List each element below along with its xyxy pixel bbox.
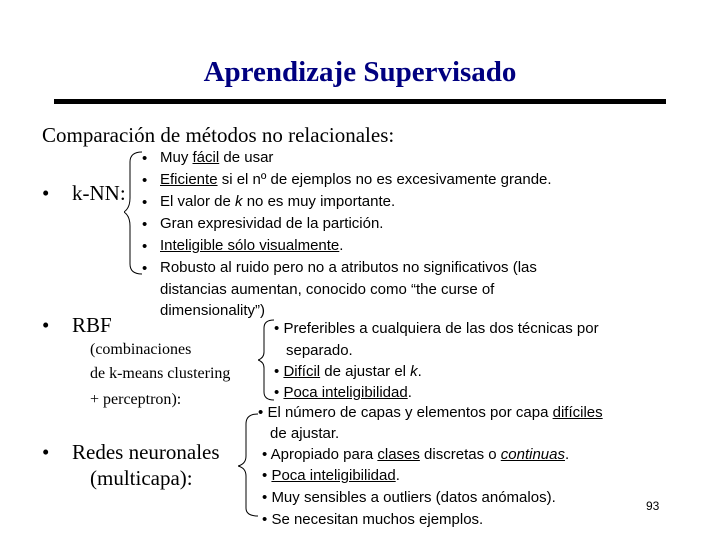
nn-brace-icon: [238, 412, 262, 518]
rbf-point: • Difícil de ajustar el k.: [274, 363, 422, 380]
nn-point: • Muy sensibles a outliers (datos anómalos).: [262, 489, 556, 506]
intro-text: Comparación de métodos no relacionales:: [42, 123, 395, 147]
knn-point: Eficiente si el nº de ejemplos no es excesivamente grande.: [160, 171, 552, 188]
bullet-icon: •: [142, 194, 148, 211]
nn-point: • Poca inteligibilidad.: [262, 467, 400, 484]
nn-point-cont: de ajustar.: [270, 425, 340, 442]
nn-point: • El número de capas y elementos por capa difíciles: [258, 404, 603, 421]
rbf-sublabel: (combinaciones: [90, 341, 192, 358]
rbf-label: RBF: [72, 313, 112, 337]
knn-point: Gran expresividad de la partición.: [160, 215, 384, 232]
bullet-icon: •: [142, 238, 148, 255]
nn-bullet: •: [42, 440, 50, 464]
title-rule: [54, 99, 666, 104]
nn-point: • Se necesitan muchos ejemplos.: [262, 511, 484, 528]
rbf-point-cont: separado.: [286, 342, 353, 359]
knn-point: Inteligible sólo visualmente.: [160, 237, 344, 254]
rbf-bullet: •: [42, 313, 50, 337]
knn-label: k-NN:: [72, 181, 126, 205]
rbf-sublabel: de k-means clustering: [90, 365, 231, 382]
rbf-sublabel: + perceptron):: [90, 391, 182, 408]
slide-title: Aprendizaje Supervisado: [203, 56, 517, 88]
knn-point: El valor de k no es muy importante.: [160, 193, 396, 210]
knn-brace-icon: [124, 150, 146, 276]
bullet-icon: •: [142, 216, 148, 233]
nn-sublabel: (multicapa):: [90, 466, 193, 490]
knn-point: Muy fácil de usar: [160, 149, 274, 166]
bullet-icon: •: [142, 260, 148, 277]
knn-bullet: •: [42, 181, 50, 205]
knn-point: Robusto al ruido pero no a atributos no significativos (las: [160, 259, 537, 276]
rbf-point: • Poca inteligibilidad.: [274, 384, 412, 401]
bullet-icon: •: [142, 150, 148, 167]
knn-point-cont: distancias aumentan, conocido como “the curse of: [160, 281, 495, 298]
knn-point-cont: dimensionality”): [160, 302, 266, 319]
nn-label: Redes neuronales: [72, 440, 220, 464]
rbf-point: • Preferibles a cualquiera de las dos técnicas por: [274, 320, 599, 337]
bullet-icon: •: [142, 172, 148, 189]
nn-point: • Apropiado para clases discretas o continuas.: [262, 446, 570, 463]
page-number: 93: [646, 499, 660, 513]
